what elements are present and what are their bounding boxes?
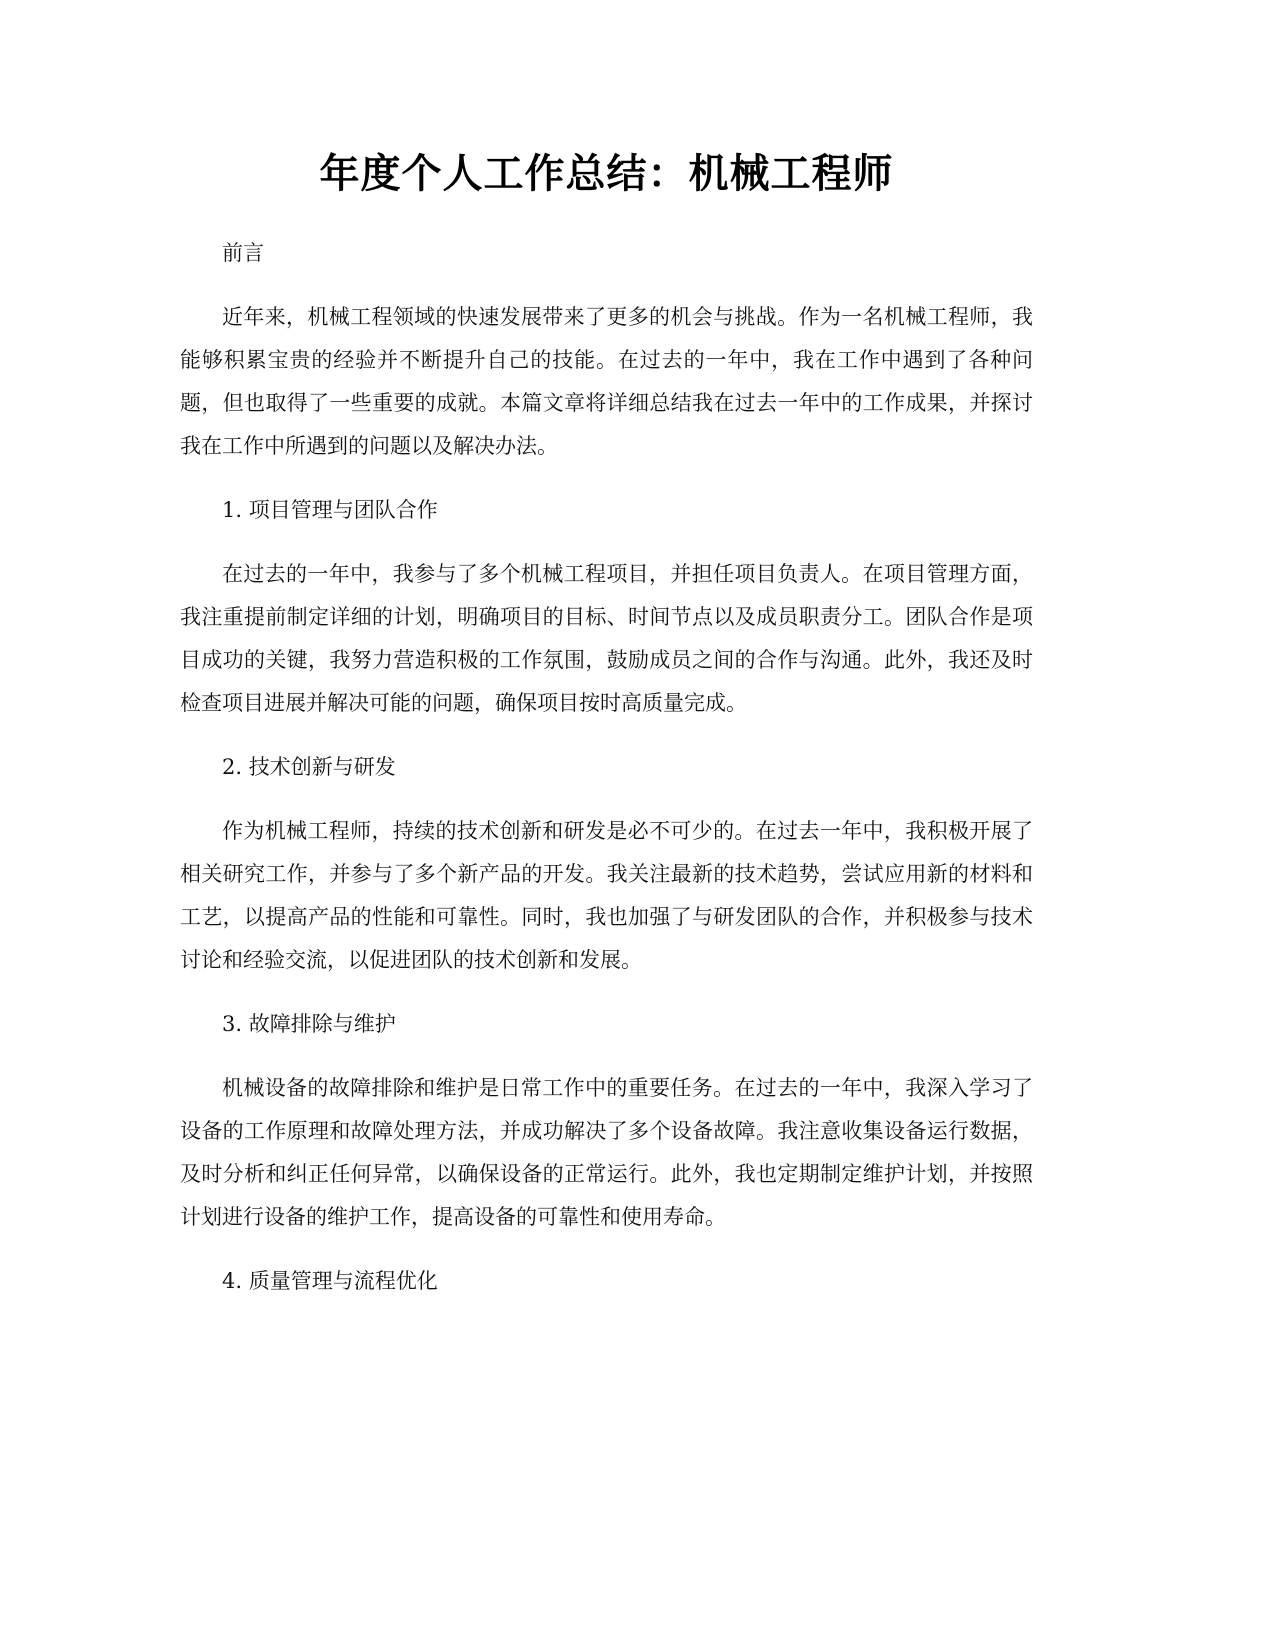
section-heading-quality-management: 4. 质量管理与流程优化: [222, 1269, 438, 1293]
document-title: 年度个人工作总结：机械工程师: [319, 151, 894, 197]
section-paragraph-preface: 近年来，机械工程领域的快速发展带来了更多的机会与挑战。作为一名机械工程师，我能够积累宝贵的经验并不断提升自己的技能。在过去的一年中，我在工作中遇到了各种问题，但也取得了一些重要的成就。本篇文章将详细总结我在过去一年中的工作成果，并探讨我在工作中所遇到的问题以及解决办法。: [180, 305, 1033, 458]
section-heading-preface: 前言: [222, 241, 264, 265]
section-heading-project-management: 1. 项目管理与团队合作: [222, 498, 438, 522]
section-heading-tech-innovation: 2. 技术创新与研发: [222, 755, 396, 779]
section-paragraph-project-management: 在过去的一年中，我参与了多个机械工程项目，并担任项目负责人。在项目管理方面，我注重提前制定详细的计划，明确项目的目标、时间节点以及成员职责分工。团队合作是项目成功的关键，我努力营造积极的工作氛围，鼓励成员之间的合作与沟通。此外，我还及时检查项目进展并解决可能的问题，确保项目按时高质量完成。: [180, 562, 1033, 715]
document-body: [180, 232, 1033, 1324]
section-paragraph-tech-innovation: 作为机械工程师，持续的技术创新和研发是必不可少的。在过去一年中，我积极开展了相关研究工作，并参与了多个新产品的开发。我关注最新的技术趋势，尝试应用新的材料和工艺，以提高产品的性能和可靠性。同时，我也加强了与研发团队的合作，并积极参与技术讨论和经验交流，以促进团队的技术创新和发展。: [180, 819, 1033, 972]
section-paragraph-troubleshooting: 机械设备的故障排除和维护是日常工作中的重要任务。在过去的一年中，我深入学习了设备的工作原理和故障处理方法，并成功解决了多个设备故障。我注意收集设备运行数据，及时分析和纠正任何异常，以确保设备的正常运行。此外，我也定期制定维护计划，并按照计划进行设备的维护工作，提高设备的可靠性和使用寿命。: [180, 1076, 1033, 1229]
section-heading-troubleshooting: 3. 故障排除与维护: [222, 1012, 396, 1036]
